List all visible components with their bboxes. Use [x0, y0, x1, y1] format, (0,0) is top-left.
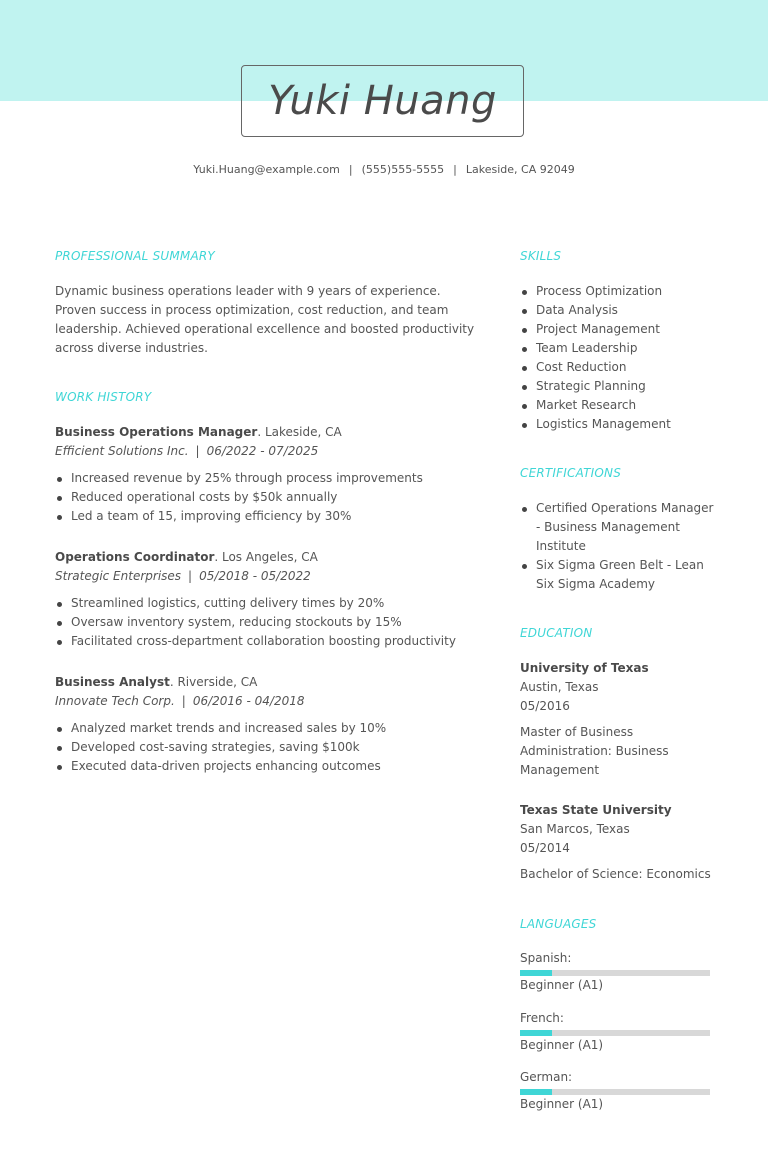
education-date: 05/2016	[520, 699, 570, 713]
certification-item: Certified Operations Manager - Business Management Institute	[520, 499, 715, 556]
job-title-line	[55, 673, 485, 692]
candidate-name: Yuki Huang	[268, 78, 497, 124]
education-entry	[520, 659, 720, 780]
language-proficiency-bar	[520, 1030, 710, 1036]
certifications-heading: CERTIFICATIONS	[520, 466, 622, 480]
contact-phone: (555)555-5555	[361, 163, 445, 176]
certifications-list	[520, 499, 715, 594]
language-proficiency-bar	[520, 1089, 710, 1095]
job-dates: 06/2022 - 07/2025	[206, 444, 319, 458]
skills-heading: SKILLS	[520, 249, 562, 263]
education-location: San Marcos, Texas	[520, 822, 630, 836]
job-company-line	[55, 567, 485, 586]
education-date: 05/2014	[520, 841, 570, 855]
job-location: . Lakeside, CA	[257, 425, 342, 439]
job-title: Business Analyst	[55, 675, 170, 689]
job-title-line	[55, 423, 485, 442]
language-proficiency-fill	[520, 1030, 552, 1036]
job-bullets	[55, 594, 485, 651]
education-location: Austin, Texas	[520, 680, 599, 694]
summary-text: Dynamic business operations leader with 9 years of experience. Proven success in process optimization, cost reduction, and team leadership. Achieved operational excellence and boosted productivity across diverse industries.	[55, 284, 475, 355]
work-history-heading: WORK HISTORY	[55, 390, 152, 404]
job-entry	[55, 548, 485, 651]
language-entry	[520, 1068, 710, 1114]
language-level: Beginner (A1)	[520, 1097, 604, 1111]
contact-email[interactable]: Yuki.Huang@example.com	[193, 163, 340, 176]
job-title: Operations Coordinator	[55, 550, 215, 564]
job-company: Innovate Tech Corp.	[55, 694, 175, 708]
job-company-line	[55, 442, 485, 461]
education-degree: Master of Business Administration: Business Management	[520, 725, 669, 777]
language-entry	[520, 949, 710, 995]
job-dates: 05/2018 - 05/2022	[199, 569, 311, 583]
skill-item: Process Optimization	[520, 282, 740, 301]
job-title: Business Operations Manager	[55, 425, 258, 439]
job-bullet: Oversaw inventory system, reducing stockouts by 15%	[55, 613, 485, 632]
job-company: Efficient Solutions Inc.	[55, 444, 189, 458]
education-entry	[520, 801, 720, 884]
job-entry	[55, 423, 485, 526]
job-bullet: Facilitated cross-department collaboration boosting productivity	[55, 632, 485, 651]
education-school: Texas State University	[520, 803, 672, 817]
education-school: University of Texas	[520, 661, 649, 675]
job-bullet: Developed cost-saving strategies, saving $100k	[55, 738, 485, 757]
job-title-line	[55, 548, 485, 567]
job-separator: |	[181, 694, 186, 708]
skill-item: Project Management	[520, 320, 740, 339]
language-name: Spanish:	[520, 951, 572, 965]
contact-location: Lakeside, CA 92049	[465, 163, 575, 176]
education-degree: Bachelor of Science: Economics	[520, 867, 711, 881]
education-heading: EDUCATION	[520, 626, 593, 640]
summary-heading: PROFESSIONAL SUMMARY	[55, 249, 215, 263]
skill-item: Team Leadership	[520, 339, 740, 358]
contact-separator: |	[453, 163, 457, 176]
name-box	[241, 65, 524, 137]
job-bullets	[55, 719, 485, 776]
job-location: . Los Angeles, CA	[214, 550, 318, 564]
job-entry	[55, 673, 485, 776]
job-company-line	[55, 692, 485, 711]
contact-line	[0, 163, 768, 176]
skill-item: Data Analysis	[520, 301, 740, 320]
skill-item: Cost Reduction	[520, 358, 740, 377]
job-bullet: Increased revenue by 25% through process improvements	[55, 469, 485, 488]
certification-item: Six Sigma Green Belt - Lean Six Sigma Academy	[520, 556, 715, 594]
job-bullet: Analyzed market trends and increased sales by 10%	[55, 719, 485, 738]
job-company: Strategic Enterprises	[55, 569, 182, 583]
language-name: French:	[520, 1011, 564, 1025]
job-bullet: Executed data-driven projects enhancing outcomes	[55, 757, 485, 776]
language-proficiency-fill	[520, 970, 552, 976]
job-bullet: Reduced operational costs by $50k annually	[55, 488, 485, 507]
job-bullet: Led a team of 15, improving efficiency by 30%	[55, 507, 485, 526]
job-bullets	[55, 469, 485, 526]
contact-separator: |	[348, 163, 353, 176]
skill-item: Market Research	[520, 396, 740, 415]
skills-list	[520, 282, 740, 434]
language-entry	[520, 1009, 710, 1055]
language-name: German:	[520, 1070, 573, 1084]
job-separator: |	[188, 569, 193, 583]
language-level: Beginner (A1)	[520, 1038, 604, 1052]
skill-item: Strategic Planning	[520, 377, 740, 396]
job-location: . Riverside, CA	[169, 675, 258, 689]
job-bullet: Streamlined logistics, cutting delivery times by 20%	[55, 594, 485, 613]
languages-heading: LANGUAGES	[520, 917, 597, 931]
skill-item: Logistics Management	[520, 415, 740, 434]
language-level: Beginner (A1)	[520, 978, 604, 992]
job-separator: |	[195, 444, 200, 458]
language-proficiency-fill	[520, 1089, 552, 1095]
job-dates: 06/2016 - 04/2018	[192, 694, 305, 708]
language-proficiency-bar	[520, 970, 710, 976]
